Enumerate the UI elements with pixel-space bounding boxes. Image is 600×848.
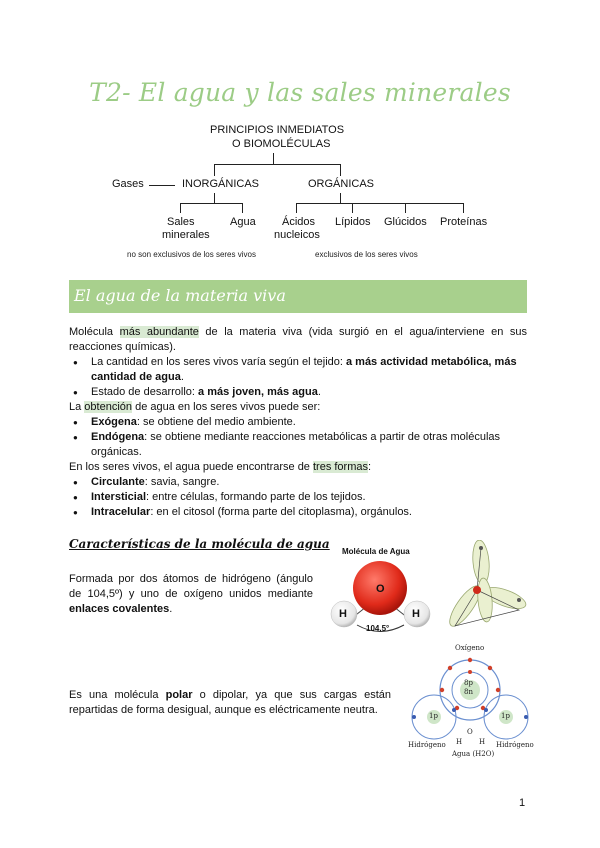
list-item: ● Circulante: savia, sangre. — [69, 475, 527, 490]
subsection-heading: Características de la molécula de agua — [69, 537, 330, 551]
orbital-model-icon — [447, 540, 531, 636]
water-label: Agua (H2O) — [452, 750, 495, 758]
figure-caption: Molécula de Agua — [342, 547, 410, 556]
hydrogen-nucleus-label: 1p — [429, 712, 438, 720]
diagram-inorganicas: INORGÁNICAS — [182, 178, 260, 190]
atomic-structure-figure — [402, 640, 534, 760]
diagram-sales-2: minerales — [162, 229, 210, 241]
diagram-header-2: O BIOMOLÉCULAS — [232, 138, 331, 150]
hydrogen-label: H — [339, 608, 347, 620]
list — [69, 415, 527, 460]
paragraph: La obtención de agua en los seres vivos puede ser: — [69, 401, 321, 413]
oxygen-label: Oxígeno — [455, 644, 485, 652]
nucleus-label: 8n — [464, 688, 473, 696]
list-item: ● La cantidad en los seres vivos varía según el tejido: a más actividad metabólica, más cantidad de agua. — [69, 355, 527, 385]
diagram-note-right: exclusivos de los seres vivos — [315, 250, 418, 259]
paragraph: Es una molécula polar o dipolar, ya que sus cargas están repartidas de forma desigual, aunque es eléctricamente neutra. — [69, 689, 391, 716]
list-item: ● Exógena: se obtiene del medio ambiente. — [69, 415, 527, 430]
list-item: ● Intracelular: en el citosol (forma parte del citoplasma), orgánulos. — [69, 505, 527, 520]
paragraph: Molécula más abundante de la materia viva (vida surgió en el agua/interviene en sus reacciones químicas). — [69, 326, 527, 353]
diagram-agua: Agua — [230, 216, 256, 228]
hydrogen-label: H — [412, 608, 420, 620]
center-hydrogen-label: H — [456, 738, 463, 746]
section1-body — [69, 325, 527, 520]
list — [69, 475, 527, 520]
paragraph: En los seres vivos, el agua puede encontrarse de tres formas: — [69, 461, 372, 473]
section-banner — [69, 280, 527, 313]
center-hydrogen-label: H — [479, 738, 486, 746]
diagram-acidos-2: nucleicos — [274, 229, 320, 241]
hydrogen-label: Hidrógeno — [496, 741, 534, 749]
water-molecule-figure — [322, 540, 442, 640]
diagram-proteinas: Proteínas — [440, 216, 488, 228]
diagram-acidos-1: Ácidos — [282, 216, 316, 228]
diagram-organicas: ORGÁNICAS — [308, 178, 375, 190]
diagram-lipidos: Lípidos — [335, 216, 371, 228]
page-title: T2- El agua y las sales minerales — [89, 78, 511, 107]
page-number: 1 — [519, 797, 526, 809]
angle-label: 104.5° — [366, 624, 390, 633]
paragraph: Formada por dos átomos de hidrógeno (ángulo de 104,5º) y uno de oxígeno unidos mediante enlaces covalentes. — [69, 573, 313, 615]
nucleus-label: 8p — [464, 679, 473, 687]
section-heading: El agua de la materia viva — [74, 286, 286, 305]
diagram-note-left: no son exclusivos de los seres vivos — [127, 250, 256, 259]
hydrogen-label: Hidrógeno — [408, 741, 446, 749]
diagram-gases: Gases — [112, 178, 144, 190]
hydrogen-nucleus-label: 1p — [501, 712, 510, 720]
center-oxygen-label: O — [467, 728, 473, 736]
diagram-sales-1: Sales — [167, 216, 195, 228]
diagram-header-1: PRINCIPIOS INMEDIATOS — [210, 124, 345, 136]
list-item: ● Endógena: se obtiene mediante reacciones metabólicas a partir de otras moléculas orgánicas. — [69, 430, 527, 460]
list-item: ● Estado de desarrollo: a más joven, más agua. — [69, 385, 527, 400]
list — [69, 355, 527, 400]
oxygen-label: O — [376, 583, 385, 595]
list-item: ● Intersticial: entre células, formando parte de los tejidos. — [69, 490, 527, 505]
diagram-glucidos: Glúcidos — [384, 216, 427, 228]
